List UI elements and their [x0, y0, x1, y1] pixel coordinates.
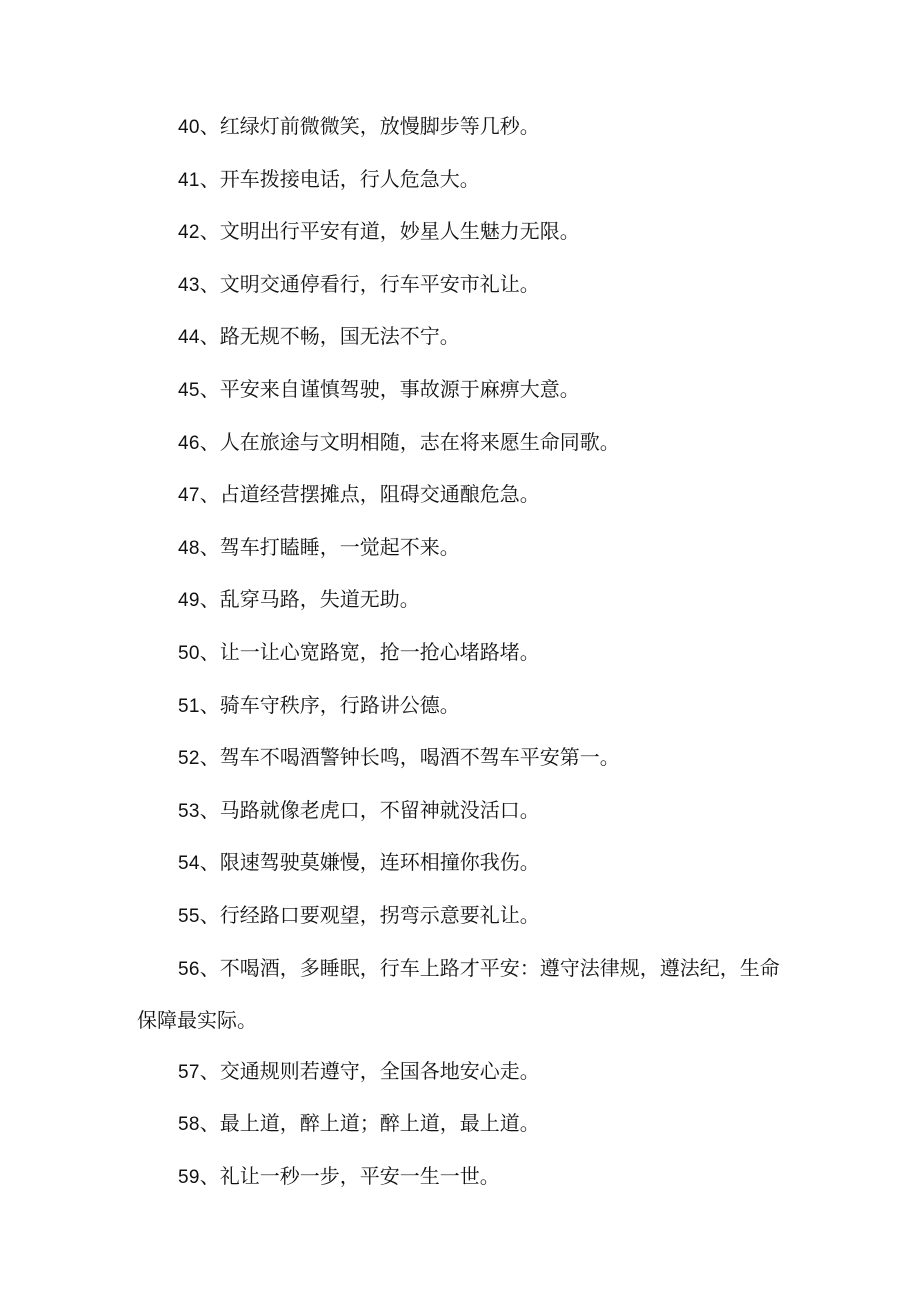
item-text: 、人在旅途与文明相随，志在将来愿生命同歌。: [199, 429, 620, 454]
item-text: 、路无规不畅，国无法不宁。: [199, 324, 460, 349]
item-text: 、开车拨接电话，行人危急大。: [199, 166, 480, 191]
list-item: [137, 259, 782, 312]
slogan-list: [137, 101, 782, 1203]
list-item: [137, 522, 782, 575]
item-number: 59: [178, 1166, 200, 1188]
item-number: 57: [178, 1061, 200, 1083]
list-item: [137, 311, 782, 364]
item-number: 42: [178, 222, 200, 244]
list-item: [137, 785, 782, 838]
item-text: 、驾车打瞌睡，一觉起不来。: [199, 534, 460, 559]
item-text: 、平安来自谨慎驾驶，事故源于麻痹大意。: [199, 376, 580, 401]
item-number: 48: [178, 537, 200, 559]
item-number: 54: [178, 853, 200, 875]
item-number: 52: [178, 748, 200, 770]
item-text: 、最上道，醉上道；醉上道，最上道。: [199, 1111, 540, 1136]
list-item: [137, 1046, 782, 1099]
item-text: 、红绿灯前微微笑，放慢脚步等几秒。: [199, 114, 540, 138]
list-item: [137, 469, 782, 522]
item-number: 50: [178, 642, 200, 664]
item-number: 43: [178, 274, 200, 296]
item-text: 、驾车不喝酒警钟长鸣，喝酒不驾车平安第一。: [199, 745, 620, 770]
item-number: 49: [178, 590, 200, 612]
item-number: 44: [178, 327, 200, 349]
list-item: [137, 890, 782, 943]
item-text: 、占道经营摆摊点，阻碍交通酿危急。: [199, 482, 540, 507]
item-text: 、限速驾驶莫嫌慢，连环相撞你我伤。: [199, 850, 540, 875]
item-text: 、让一让心宽路宽，抢一抢心堵路堵。: [199, 639, 540, 664]
list-item: [137, 101, 782, 154]
list-item: [137, 837, 782, 890]
item-text: 、交通规则若遵守，全国各地安心走。: [199, 1058, 540, 1083]
item-text: 、文明出行平安有道，妙星人生魅力无限。: [199, 219, 580, 244]
list-item: [137, 574, 782, 627]
list-item: [137, 1151, 782, 1204]
item-number: 58: [178, 1114, 200, 1136]
item-number: 53: [178, 800, 200, 822]
item-number: 47: [178, 485, 200, 507]
list-item: [137, 732, 782, 785]
list-item: [137, 364, 782, 417]
item-text: 、骑车守秩序，行路讲公德。: [199, 692, 460, 717]
list-item: [137, 943, 782, 1046]
list-item: [137, 417, 782, 470]
list-item: [137, 627, 782, 680]
item-number: 55: [178, 905, 200, 927]
item-text: 、行经路口要观望，拐弯示意要礼让。: [199, 902, 540, 927]
item-number: 41: [178, 169, 200, 191]
item-number: 46: [178, 432, 200, 454]
item-number: 40: [178, 117, 200, 138]
item-text: 、不喝酒，多睡眠，行车上路才平安：遵守法律规，遵法纪，生命保障最实际。: [137, 955, 780, 1033]
item-text: 、礼让一秒一步，平安一生一世。: [199, 1163, 500, 1188]
item-number: 51: [178, 695, 200, 717]
list-item: [137, 206, 782, 259]
list-item: [137, 680, 782, 733]
item-text: 、乱穿马路，失道无助。: [199, 587, 420, 612]
list-item: [137, 154, 782, 207]
item-number: 45: [178, 379, 200, 401]
item-number: 56: [178, 958, 200, 980]
item-text: 、文明交通停看行，行车平安市礼让。: [199, 271, 540, 296]
item-text: 、马路就像老虎口，不留神就没活口。: [199, 797, 540, 822]
list-item: [137, 1098, 782, 1151]
